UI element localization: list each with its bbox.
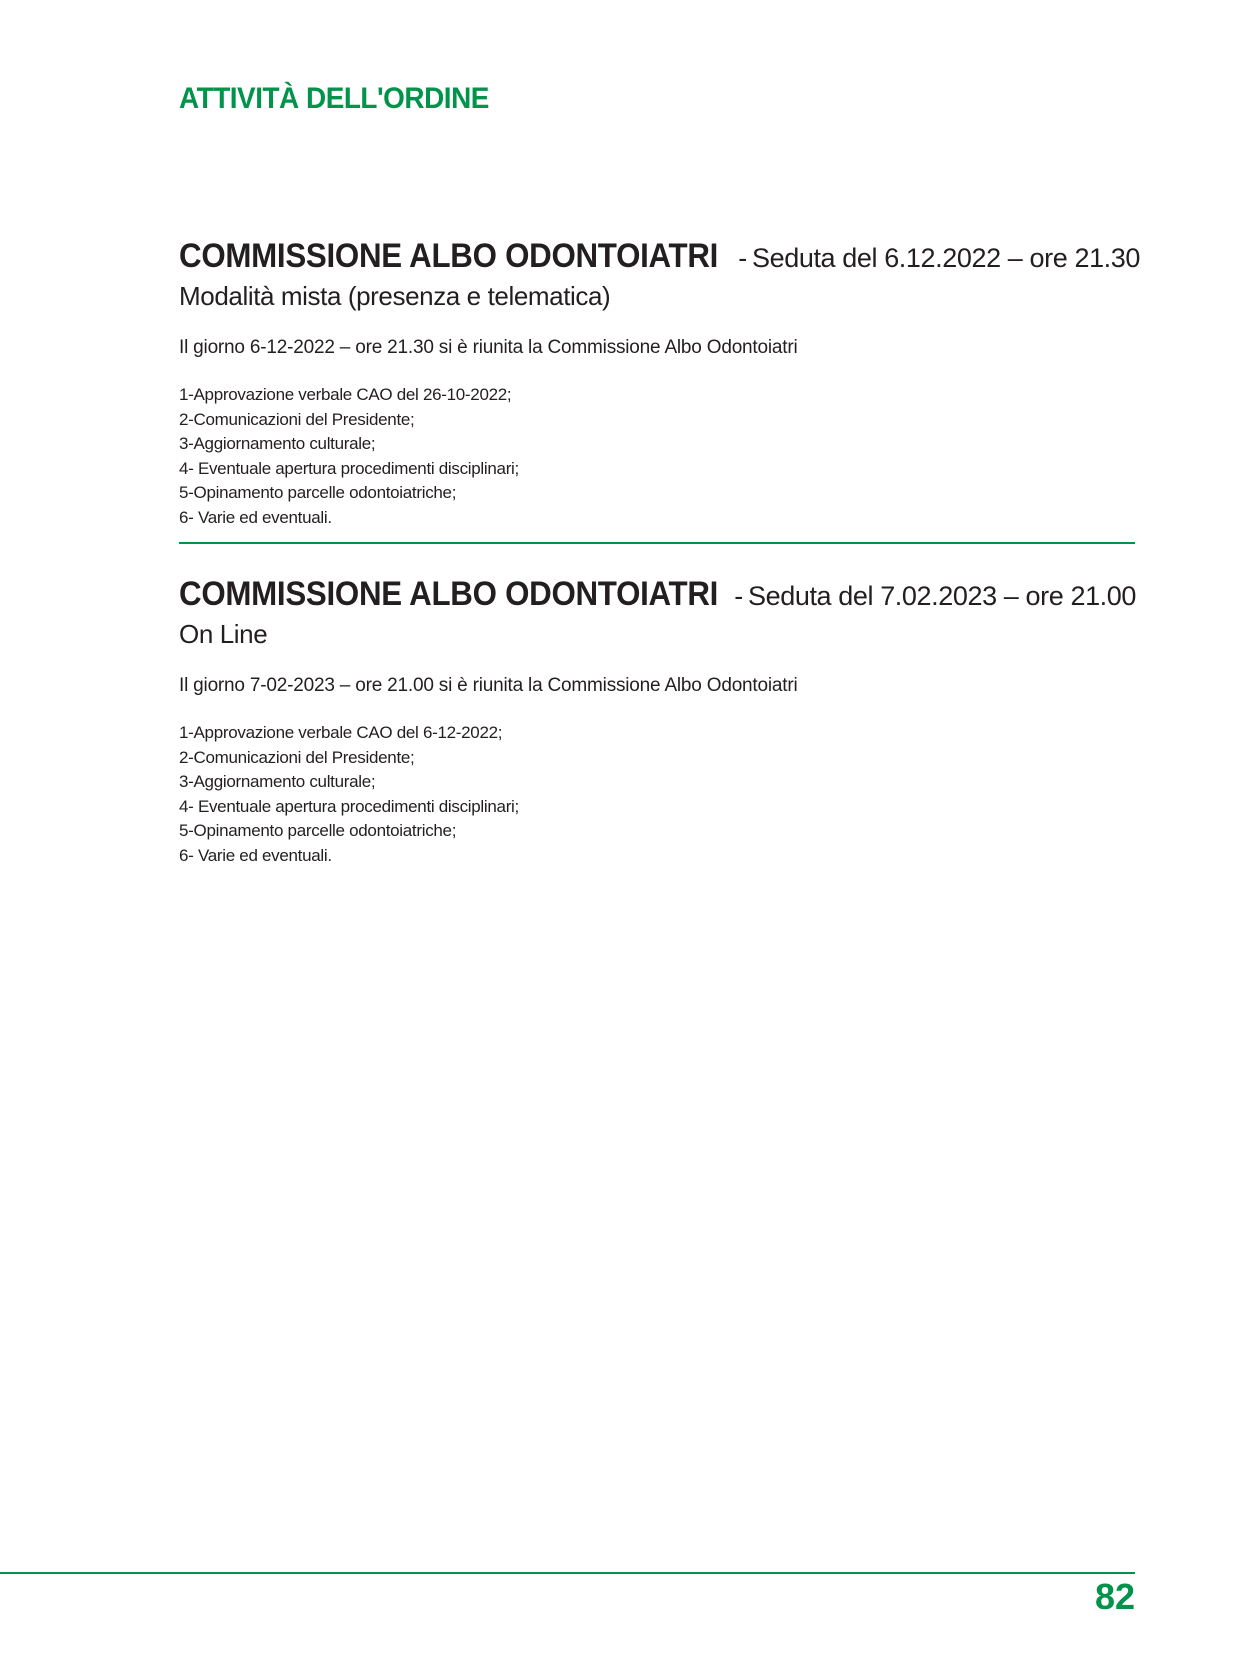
agenda-list	[179, 721, 1135, 868]
agenda-item: 4- Eventuale apertura procedimenti disciplinari;	[179, 796, 519, 816]
agenda-item: 2-Comunicazioni del Presidente;	[179, 409, 415, 429]
agenda-item: 3-Aggiornamento culturale;	[179, 434, 376, 453]
session-block	[179, 572, 1135, 868]
agenda-item: 5-Opinamento parcelle odontoiatriche;	[179, 821, 457, 840]
section-label: ATTIVITÀ DELL'ORDINE	[179, 82, 489, 115]
session-mode: Modalità mista (presenza e telematica)	[179, 281, 611, 311]
agenda-item: 4- Eventuale apertura procedimenti disciplinari;	[179, 458, 519, 478]
agenda-item: 2-Comunicazioni del Presidente;	[179, 747, 415, 767]
session-title: COMMISSIONE ALBO ODONTOIATRI	[179, 237, 719, 275]
section-divider	[179, 542, 1135, 544]
session-intro: Il giorno 6-12-2022 – ore 21.30 si è riunita la Commissione Albo Odontoiatri	[179, 337, 798, 358]
page-number: 82	[1094, 1576, 1135, 1617]
session-date-time: Seduta del 7.02.2023 – ore 21.00	[747, 581, 1137, 611]
session-date-time: Seduta del 6.12.2022 – ore 21.30	[751, 243, 1141, 273]
session-block	[179, 234, 1141, 530]
session-title: COMMISSIONE ALBO ODONTOIATRI	[179, 575, 719, 613]
session-separator: -	[734, 581, 743, 611]
agenda-item: 6- Varie ed eventuali.	[179, 507, 332, 527]
agenda-item: 1-Approvazione verbale CAO del 26-10-2022;	[179, 385, 512, 404]
agenda-item: 5-Opinamento parcelle odontoiatriche;	[179, 483, 457, 502]
session-separator: -	[738, 243, 747, 273]
session-intro: Il giorno 7-02-2023 – ore 21.00 si è riunita la Commissione Albo Odontoiatri	[179, 675, 798, 696]
footer-rule	[0, 1572, 1135, 1574]
agenda-list	[179, 383, 1135, 530]
agenda-item: 3-Aggiornamento culturale;	[179, 772, 376, 791]
agenda-item: 6- Varie ed eventuali.	[179, 845, 332, 865]
agenda-item: 1-Approvazione verbale CAO del 6-12-2022;	[179, 723, 503, 742]
session-heading	[179, 572, 1135, 621]
session-heading	[179, 234, 1141, 283]
session-mode: On Line	[179, 619, 268, 649]
